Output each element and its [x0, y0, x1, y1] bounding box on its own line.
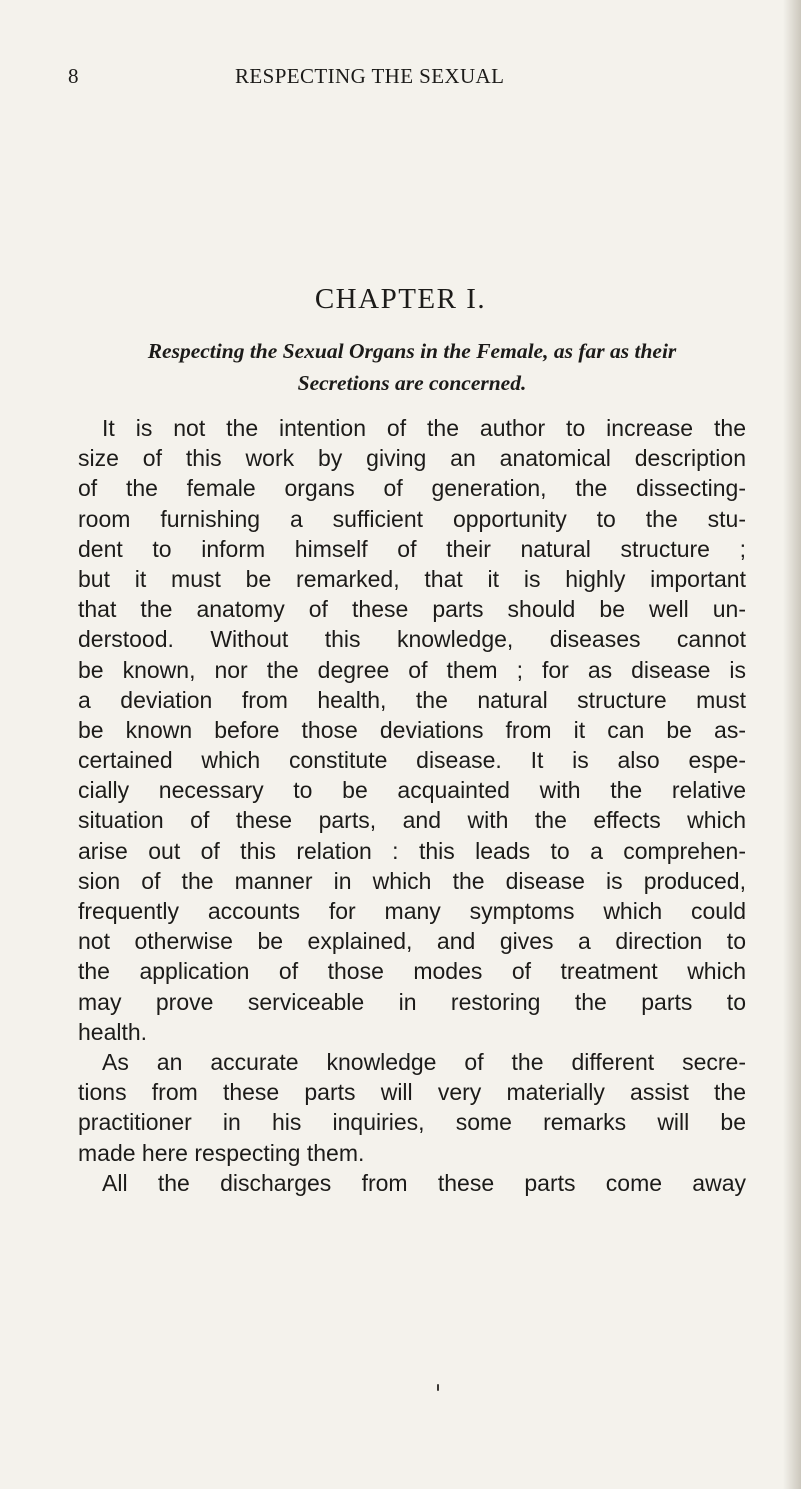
text-line: tions from these parts will very materially assist the [78, 1079, 746, 1106]
text-line: It is not the intention of the author to increase the [102, 415, 746, 441]
text-line: that the anatomy of these parts should be well un- [78, 596, 746, 623]
subtitle-line: Respecting the Sexual Organs in the Female, as far as their [147, 339, 677, 363]
text-line: All the discharges from these parts come away [102, 1169, 746, 1196]
ink-speck [437, 1384, 439, 1391]
text-line: arise out of this relation : this leads to a comprehen- [78, 837, 746, 864]
text-line: size of this work by giving an anatomical description [78, 445, 746, 472]
running-head [68, 64, 588, 94]
chapter-subtitle [78, 335, 746, 399]
chapter-title: CHAPTER I. [314, 283, 487, 315]
text-line: cially necessary to be acquainted with the relative [78, 777, 746, 804]
text-line: be known before those deviations from it can be as- [78, 716, 746, 743]
text-line: a deviation from health, the natural structure must [78, 686, 746, 713]
running-head-title: RESPECTING THE SEXUAL [235, 64, 505, 88]
text-line: made here respecting them. [78, 1139, 365, 1166]
text-line: frequently accounts for many symptoms which could [78, 898, 746, 924]
text-line: not otherwise be explained, and gives a direction to [78, 928, 746, 955]
text-line: sion of the manner in which the disease is produced, [78, 867, 746, 894]
text-line: health. [78, 1018, 148, 1045]
text-line: practitioner in his inquiries, some remarks will be [78, 1109, 746, 1136]
text-line: room furnishing a sufficient opportunity to the stu- [78, 505, 746, 532]
text-line: may prove serviceable in restoring the parts to [78, 988, 746, 1015]
text-line: of the female organs of generation, the dissecting- [78, 475, 746, 502]
text-line: dent to inform himself of their natural structure ; [78, 535, 746, 562]
text-line: but it must be remarked, that it is highly important [78, 565, 746, 592]
text-line: derstood. Without this knowledge, diseases cannot [78, 626, 746, 653]
page-number: 8 [68, 64, 79, 88]
text-line: be known, nor the degree of them ; for as disease is [78, 656, 746, 683]
text-line: the application of those modes of treatment which [78, 958, 746, 985]
text-line: certained which constitute disease. It is also espe- [78, 747, 746, 774]
body-text [78, 413, 746, 1198]
subtitle-line: Secretions are concerned. [297, 371, 527, 395]
text-line: As an accurate knowledge of the different secre- [102, 1048, 746, 1075]
text-line: situation of these parts, and with the effects which [78, 807, 746, 834]
page-edge-shadow [783, 0, 801, 1489]
